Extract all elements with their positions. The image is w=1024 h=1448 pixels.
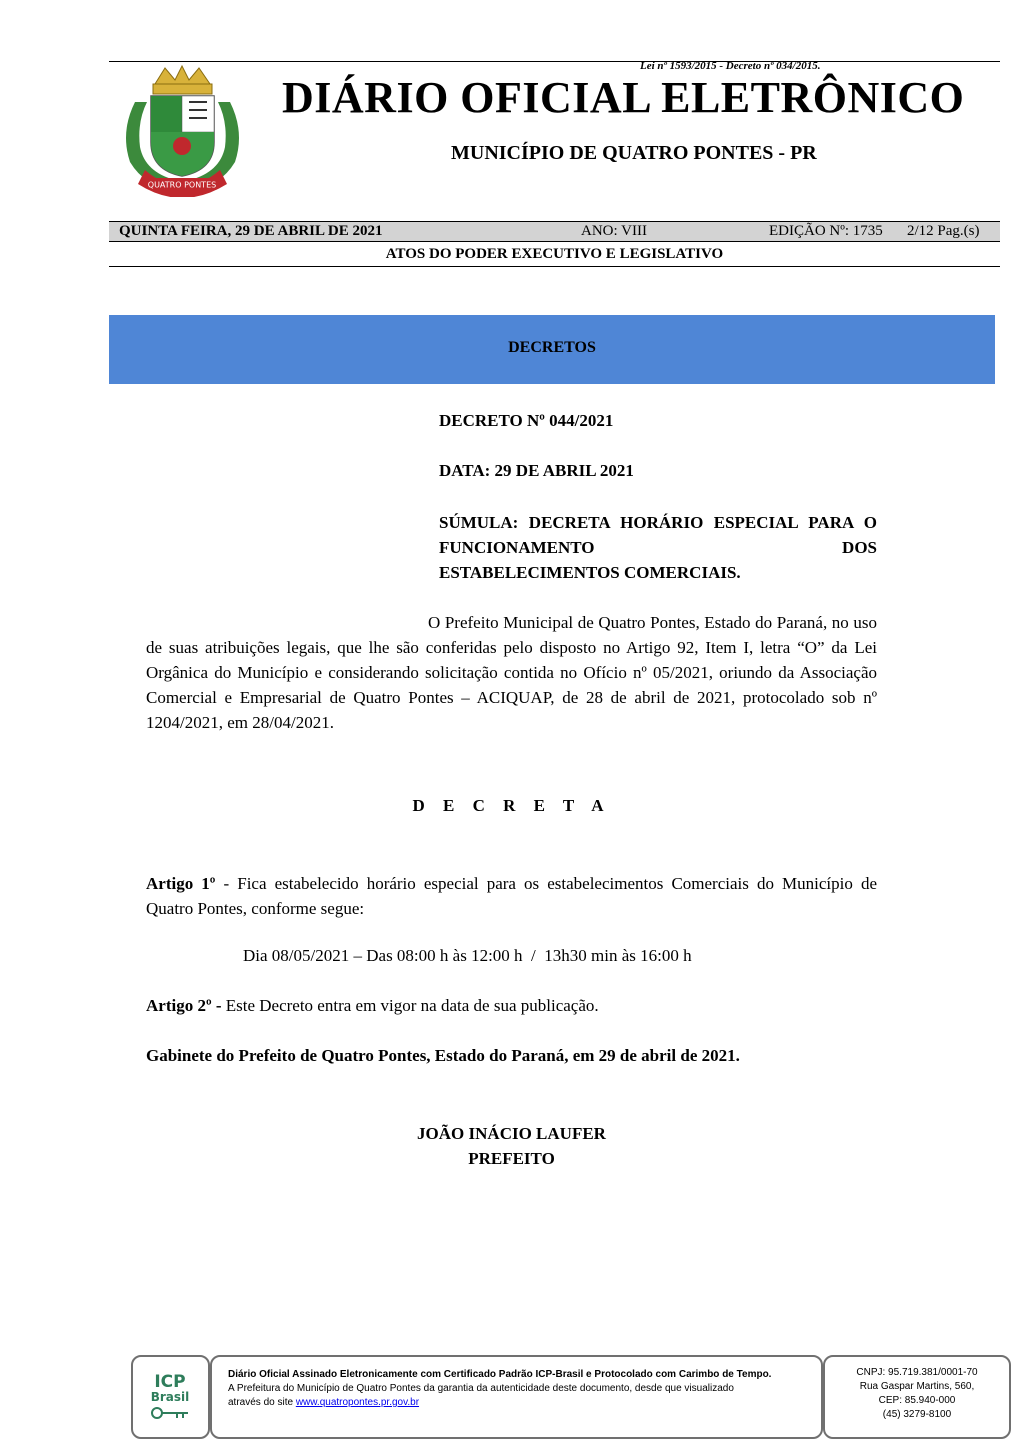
certification-notice [210,1355,823,1439]
decree-summary-line2: ESTABELECIMENTOS COMERCIAIS. [439,563,741,582]
icp-brasil-logo [131,1355,210,1439]
decree-summary [439,510,877,585]
article-2-text: Este Decreto entra em vigor na data de sua publicação. [221,996,599,1015]
edition-info-bar [109,221,1000,242]
closing-statement: Gabinete do Prefeito de Quatro Pontes, Estado do Paraná, em 29 de abril de 2021. [146,1046,740,1065]
authenticity-text: A Prefeitura do Município de Quatro Pontes da garantia da autenticidade deste documento, desde que visualizado [228,1383,734,1394]
article-1-label: Artigo 1º [146,874,216,893]
signer-title: PREFEITO [468,1149,555,1168]
edition-number: EDIÇÃO Nº: 1735 [769,223,883,239]
certification-title: Diário Oficial Assinado Eletronicamente com Certificado Padrão ICP-Brasil e Protocolado com Carimbo de Tempo. [228,1369,772,1380]
crest-banner-text: QUATRO PONTES [147,180,217,190]
cep: CEP: 85.940-000 [878,1395,956,1406]
newspaper-title: DIÁRIO OFICIAL ELETRÔNICO [282,73,965,122]
contact-box [823,1355,1011,1439]
site-reference-prefix: através do site [228,1397,296,1408]
site-link[interactable]: www.quatropontes.pr.gov.br [295,1397,420,1408]
schedule-line: Dia 08/05/2021 – Das 08:00 h às 12:00 h / 13h30 min às 16:00 h [243,946,692,965]
edition-year: ANO: VIII [581,223,647,239]
icp-brasil-icon [133,1357,208,1437]
decree-number: DECRETO Nº 044/2021 [439,411,614,430]
address: Rua Gaspar Martins, 560, [859,1381,975,1392]
phone: (45) 3279-8100 [882,1409,952,1420]
section-heading-rule [109,266,1000,267]
decrees-banner-title: DECRETOS [508,339,596,356]
signer-name: JOÃO INÁCIO LAUFER [417,1124,606,1143]
site-reference [228,1397,419,1408]
signature-block [146,1121,877,1171]
decree-preamble: O Prefeito Municipal de Quatro Pontes, Estado do Paraná, no uso de suas atribuições legais, que lhe são conferidas pelo disposto no Artigo 92, Item I, letra “O” da Lei Orgânica do Município e considerando solicitação contida no Ofício nº 05/2021, oriundo da Associação Comercial e Empresarial de Quatro Pontes – ACIQUAP, de 28 de abril de 2021, protocolado sob nº 1204/2021, em 28/04/2021. [146,613,877,732]
page-count: 2/12 Pag.(s) [907,223,980,239]
decree-date: DATA: 29 DE ABRIL 2021 [439,461,634,480]
article-2 [146,996,599,1016]
municipality-name: MUNICÍPIO DE QUATRO PONTES - PR [451,142,817,164]
icp-logo-subtext: Brasil [150,1390,190,1404]
article-1 [146,871,877,921]
article-1-text: - Fica estabelecido horário especial para os estabelecimentos Comerciais do Município de Quatro Pontes, conforme segue: [146,874,877,918]
article-2-label: Artigo 2º - [146,996,222,1015]
decreta-heading: D E C R E T A [412,796,611,815]
law-reference: Lei nº 1593/2015 - Decreto nº 034/2015. [640,60,821,72]
decree-summary-line1: SÚMULA: DECRETA HORÁRIO ESPECIAL PARA O FUNCIONAMENTO DOS [439,513,877,557]
section-heading: ATOS DO PODER EXECUTIVO E LEGISLATIVO [385,246,724,262]
edition-date: QUINTA FEIRA, 29 DE ABRIL DE 2021 [119,223,383,239]
cnpj: CNPJ: 95.719.381/0001-70 [856,1367,978,1378]
icp-logo-text: ICP [154,1372,186,1392]
municipal-crest-icon [115,62,250,197]
